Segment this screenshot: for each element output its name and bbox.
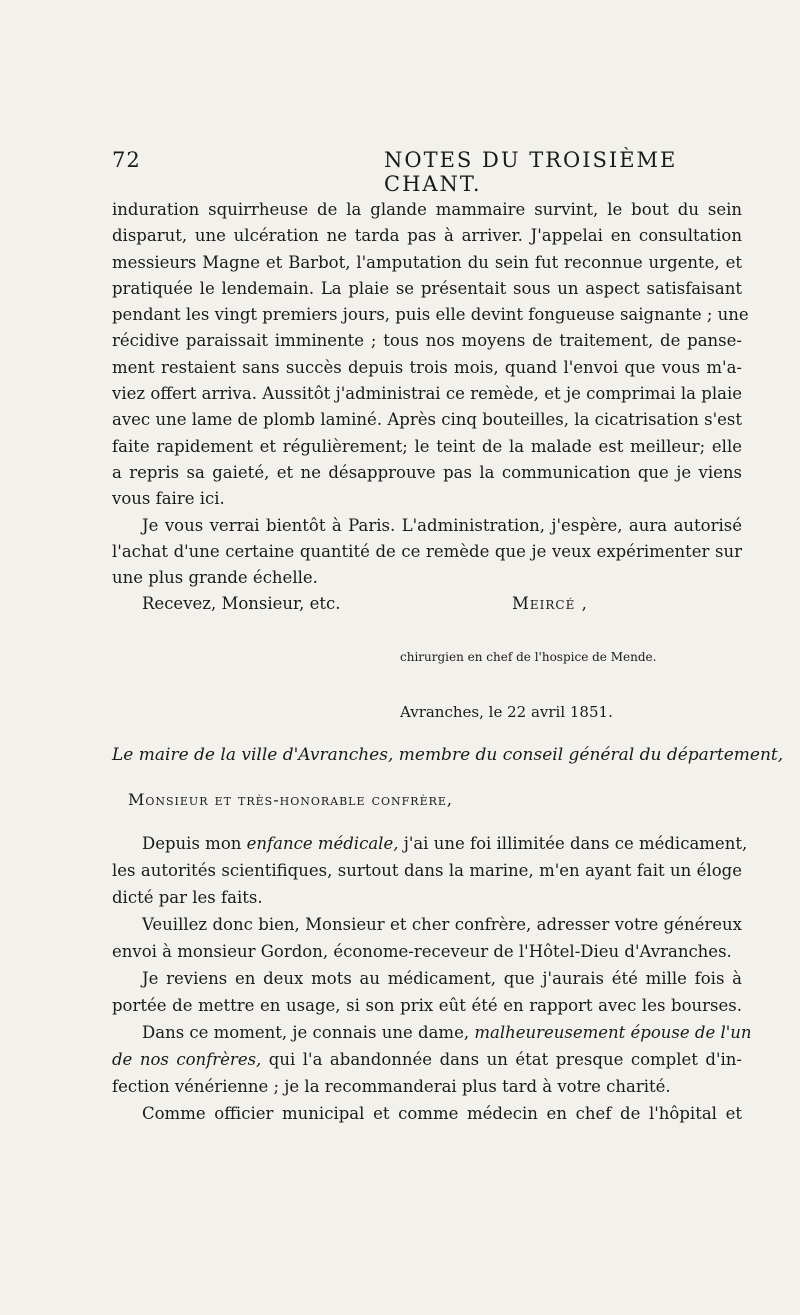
letter-1-body (112, 197, 749, 618)
text-line: Je reviens en deux mots au médicament, que j'aurais été mille fois à (142, 969, 742, 988)
signature-role: chirurgien en chef de l'hospice de Mende. (400, 650, 657, 664)
text-line: Veuillez donc bien, Monsieur et cher confrère, adresser votre généreux (142, 915, 742, 934)
closing-row (112, 591, 742, 617)
text-line: vous faire ici. (112, 489, 225, 509)
running-title: NOTES DU TROISIÈME CHANT. (384, 148, 678, 196)
text-line: dicté par les faits. (112, 888, 263, 907)
text-line: récidive paraissait imminente ; tous nos moyens de traitement, de panse- (112, 331, 742, 351)
text-line: Comme officier municipal et comme médecin en chef de l'hôpital et (142, 1104, 742, 1123)
text-line: portée de mettre en usage, si son prix eût été en rapport avec les bourses. (112, 996, 742, 1015)
text-run: j'ai une foi illimitée dans ce médicament, (398, 834, 748, 853)
text-line: disparut, une ulcération ne tarda pas à arriver. J'appelai en consultation (112, 226, 742, 246)
page-number: 72 (112, 148, 141, 172)
salutation: Monsieur et très-honorable confrère, (128, 790, 454, 809)
italic-run: malheureusement épouse de l'un (474, 1023, 752, 1042)
text-line: Je vous verrai bientôt à Paris. L'administration, j'espère, aura autorisé (142, 515, 742, 535)
letter-2-author: Le maire de la ville d'Avranches, membre du conseil général du département, (112, 745, 784, 765)
text-run: Dans ce moment, je connais une dame, (142, 1023, 475, 1042)
text-line: l'achat d'une certaine quantité de ce remède que je veux expérimenter sur (112, 541, 742, 561)
text-line (112, 830, 748, 857)
text-line (112, 1019, 752, 1046)
text-line: les autorités scientifiques, surtout dans la marine, m'en ayant fait un éloge (112, 861, 742, 880)
text-line: induration squirrheuse de la glande mammaire survint, le bout du sein (112, 200, 742, 219)
signature-name: Meircé , (512, 594, 588, 614)
text-line: faite rapidement et régulièrement; le teint de la malade est meilleur; elle (112, 436, 742, 456)
text-line: ment restaient sans succès depuis trois mois, quand l'envoi que vous m'a- (112, 357, 742, 377)
text-line: pendant les vingt premiers jours, puis elle devint fongueuse saignante ; une (112, 305, 749, 325)
closing-formula: Recevez, Monsieur, etc. (142, 594, 341, 614)
text-line: pratiquée le lendemain. La plaie se présentait sous un aspect satisfaisant (112, 278, 742, 298)
text-line: fection vénérienne ; je la recommanderai plus tard à votre charité. (112, 1077, 671, 1096)
italic-run: de nos confrères, (112, 1050, 262, 1069)
text-line: une plus grande échelle. (112, 568, 318, 588)
text-line: envoi à monsieur Gordon, économe-receveur de l'Hôtel-Dieu d'Avranches. (112, 942, 732, 961)
letter-2-body (112, 830, 752, 1127)
text-run: qui l'a abandonnée dans un état presque complet d'in- (261, 1050, 742, 1069)
text-line: avec une lame de plomb laminé. Après cinq bouteilles, la cicatrisation s'est (112, 410, 742, 430)
text-line (112, 1046, 742, 1073)
page-header (112, 148, 752, 196)
text-line: a repris sa gaieté, et ne désapprouve pas la communication que je viens (112, 462, 742, 482)
text-line: messieurs Magne et Barbot, l'amputation du sein fut reconnue urgente, et (112, 252, 742, 272)
italic-run: enfance médicale, (246, 834, 399, 853)
text-line: viez offert arriva. Aussitôt j'administrai ce remède, et je comprimai la plaie (112, 384, 742, 404)
text-run: Depuis mon (142, 834, 247, 853)
dateline: Avranches, le 22 avril 1851. (400, 703, 613, 721)
